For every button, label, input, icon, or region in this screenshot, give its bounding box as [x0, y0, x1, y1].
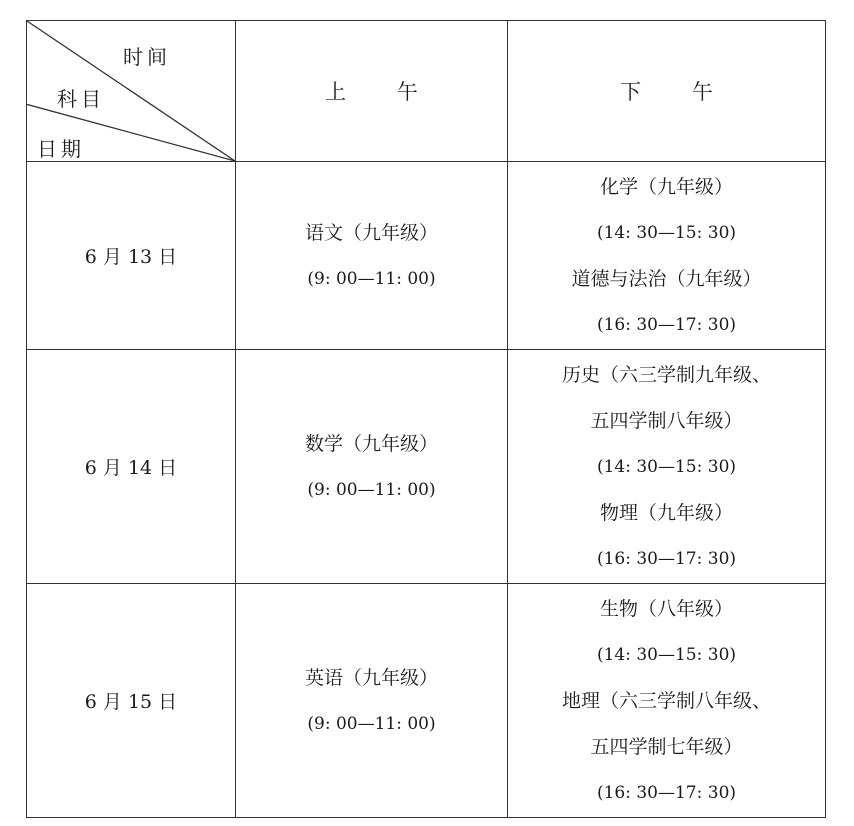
afternoon-header — [508, 21, 826, 162]
morning-cell — [236, 162, 508, 350]
table-row — [27, 350, 826, 584]
morning-time: (9: 00—11: 00) — [307, 268, 436, 289]
date-cell: 6 月 15 日 — [27, 584, 236, 818]
table-row — [27, 162, 826, 350]
header-row — [27, 21, 826, 162]
afternoon-cell — [508, 350, 826, 584]
corner-date-label: 日期 — [37, 137, 85, 161]
morning-time: (9: 00—11: 00) — [307, 479, 436, 500]
table-row — [27, 584, 826, 818]
date-cell: 6 月 13 日 — [27, 162, 236, 350]
afternoon-time: (16: 30—17: 30) — [596, 314, 737, 335]
morning-header-label: 上 午 — [325, 80, 440, 104]
morning-subject: 英语（九年级） — [304, 666, 438, 689]
afternoon-subject: 生物（八年级） — [599, 597, 733, 620]
afternoon-subject: 五四学制八年级） — [590, 409, 743, 432]
afternoon-subject: 五四学制七年级） — [590, 735, 743, 758]
afternoon-subject: 化学（九年级） — [599, 175, 733, 198]
afternoon-subject: 历史（六三学制九年级、 — [561, 363, 771, 386]
afternoon-cell — [508, 162, 826, 350]
date-cell: 6 月 14 日 — [27, 350, 236, 584]
morning-time: (9: 00—11: 00) — [307, 713, 436, 734]
afternoon-time: (14: 30—15: 30) — [596, 456, 737, 477]
afternoon-subject: 地理（六三学制八年级、 — [561, 689, 771, 712]
schedule-body — [27, 162, 826, 818]
afternoon-subject: 物理（九年级） — [599, 501, 733, 524]
morning-cell — [236, 350, 508, 584]
afternoon-header-label: 下 午 — [620, 80, 735, 104]
afternoon-time: (14: 30—15: 30) — [596, 222, 737, 243]
afternoon-time: (14: 30—15: 30) — [596, 644, 737, 665]
morning-subject: 语文（九年级） — [304, 221, 438, 244]
afternoon-cell — [508, 584, 826, 818]
corner-time-label: 时间 — [123, 45, 171, 69]
corner-header-cell — [27, 21, 236, 162]
morning-cell — [236, 584, 508, 818]
afternoon-time: (16: 30—17: 30) — [596, 782, 737, 803]
exam-schedule-table — [26, 20, 826, 818]
morning-subject: 数学（九年级） — [304, 432, 438, 455]
corner-subject-label: 科目 — [57, 87, 105, 111]
afternoon-time: (16: 30—17: 30) — [596, 548, 737, 569]
afternoon-subject: 道德与法治（九年级） — [571, 267, 762, 290]
morning-header — [236, 21, 508, 162]
